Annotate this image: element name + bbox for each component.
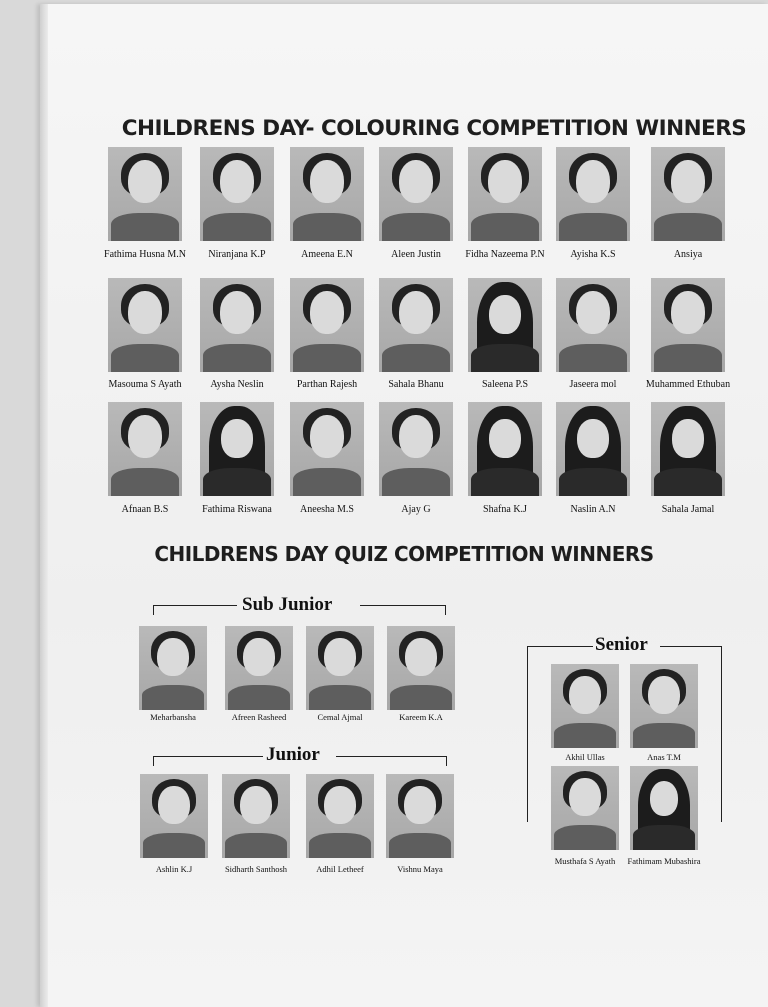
winner-name: Adhil Letheef (316, 864, 364, 874)
winner-name: Vishnu Maya (397, 864, 443, 874)
page-binding-edge (40, 4, 48, 1007)
winner-photo (630, 664, 698, 748)
winner-name: Afreen Rasheed (231, 712, 287, 722)
winner-photo (200, 278, 274, 372)
winner-photo (651, 402, 725, 496)
winner-name: Saleena P.S (481, 379, 529, 390)
winner-photo (386, 774, 454, 858)
winner-photo (387, 626, 455, 710)
winner-name: Muhammed Ethuban (645, 379, 731, 390)
winner-name: Aleen Justin (391, 249, 441, 260)
winner-photo (556, 147, 630, 241)
winner-photo (290, 278, 364, 372)
winner-photo (630, 766, 698, 850)
winner-photo (379, 402, 453, 496)
colouring-heading: CHILDRENS DAY- COLOURING COMPETITION WINNERS (121, 116, 747, 141)
winner-name: Ayisha K.S (570, 249, 616, 260)
winner-name: Fathima Husna M.N (104, 249, 186, 260)
winner-photo (222, 774, 290, 858)
winner-name: Fidha Nazeema P.N (465, 249, 545, 260)
winner-name: Fathima Riswana (202, 504, 272, 515)
winner-name: Shafna K.J (483, 504, 527, 515)
winner-photo (108, 278, 182, 372)
senior-frame-right (721, 646, 722, 822)
senior-rule-left (527, 646, 593, 647)
winner-name: Ansiya (673, 249, 703, 260)
winner-photo (140, 774, 208, 858)
winner-name: Parthan Rajesh (296, 379, 358, 390)
winner-photo (551, 664, 619, 748)
junior-tick-left (153, 756, 154, 766)
winner-name: Musthafa S Ayath (554, 856, 616, 866)
winner-photo (108, 402, 182, 496)
winner-photo (108, 147, 182, 241)
winner-photo (379, 278, 453, 372)
winner-photo (379, 147, 453, 241)
winner-name: Naslin A.N (570, 504, 616, 515)
yearbook-page (40, 4, 768, 1007)
junior-label: Junior (266, 744, 320, 765)
senior-rule-right (660, 646, 721, 647)
winner-photo (651, 147, 725, 241)
winner-name: Masouma S Ayath (108, 379, 182, 390)
winner-name: Sahala Bhanu (388, 379, 444, 390)
winner-name: Meharbansha (150, 712, 196, 722)
sub-junior-tick-left (153, 605, 154, 615)
winner-name: Fathimam Mubashira (627, 856, 701, 866)
winner-photo (468, 147, 542, 241)
winner-photo (651, 278, 725, 372)
winner-name: Ajay G (401, 504, 431, 515)
winner-name: Ashlin K.J (155, 864, 193, 874)
winner-name: Aysha Neslin (210, 379, 264, 390)
sub-junior-rule-left (153, 605, 237, 606)
winner-photo (556, 402, 630, 496)
winner-photo (200, 147, 274, 241)
winner-photo (468, 278, 542, 372)
winner-name: Afnaan B.S (121, 504, 169, 515)
winner-photo (306, 774, 374, 858)
junior-rule-right (336, 756, 446, 757)
winner-name: Jaseera mol (569, 379, 617, 390)
winner-photo (551, 766, 619, 850)
winner-photo (200, 402, 274, 496)
sub-junior-tick-right (445, 605, 446, 615)
senior-frame-left (527, 646, 528, 822)
winner-photo (556, 278, 630, 372)
winner-name: Cemal Ajmal (317, 712, 363, 722)
winner-photo (139, 626, 207, 710)
winner-photo (290, 147, 364, 241)
winner-photo (306, 626, 374, 710)
quiz-heading: CHILDRENS DAY QUIZ COMPETITION WINNERS (154, 542, 654, 566)
winner-name: Sidharth Santhosh (224, 864, 288, 874)
winner-name: Ameena E.N (301, 249, 353, 260)
winner-name: Kareem K.A (399, 712, 443, 722)
winner-name: Aneesha M.S (300, 504, 354, 515)
senior-label: Senior (595, 634, 648, 655)
winner-name: Sahala Jamal (661, 504, 715, 515)
junior-tick-right (446, 756, 447, 766)
winner-photo (468, 402, 542, 496)
winner-photo (225, 626, 293, 710)
winner-name: Akhil Ullas (565, 752, 605, 762)
winner-name: Anas T.M (647, 752, 681, 762)
sub-junior-label: Sub Junior (242, 594, 333, 615)
sub-junior-rule-right (360, 605, 445, 606)
winner-name: Niranjana K.P (208, 249, 266, 260)
winner-photo (290, 402, 364, 496)
junior-rule-left (153, 756, 263, 757)
